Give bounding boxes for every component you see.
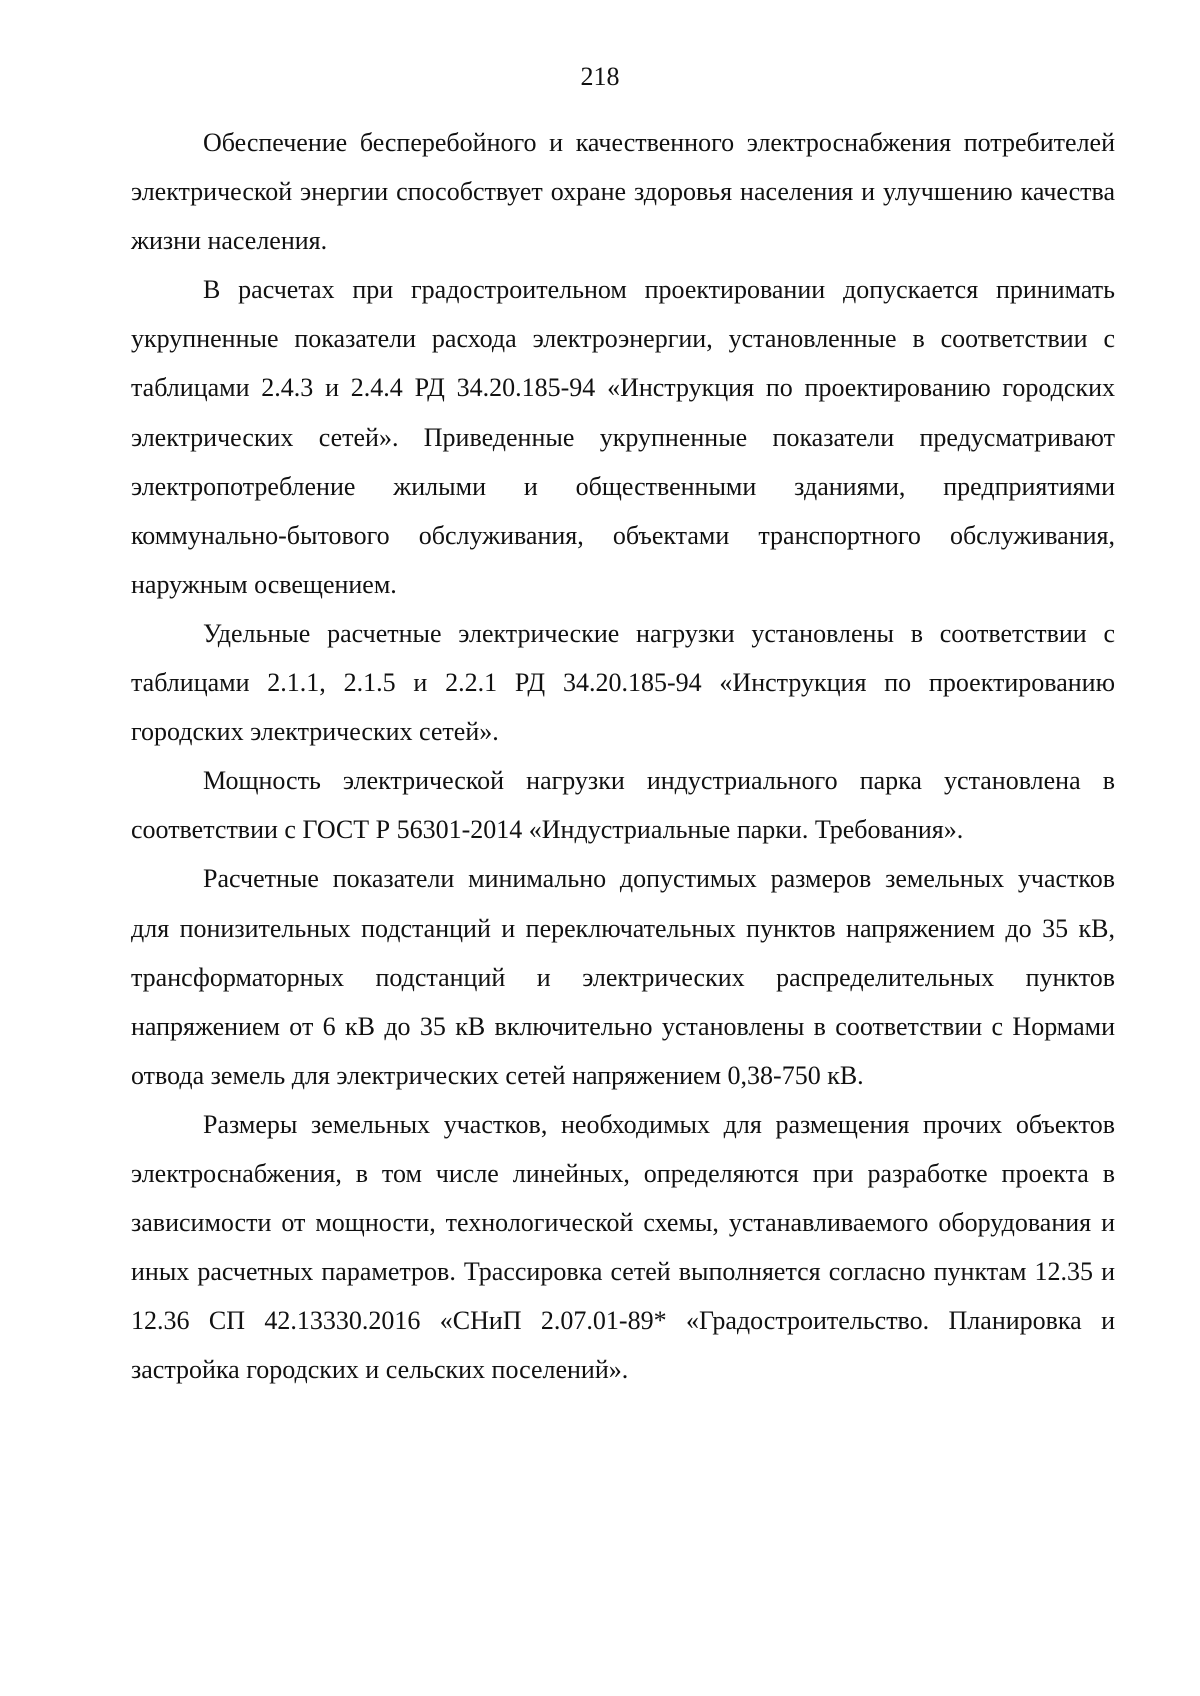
paragraph-other-facilities: Размеры земельных участков, необходимых для размещения прочих объектов электроснабжения, в том числе линейных, определяются при разработке проекта в зависимости от мощности, технологической схемы, устанавливаемого оборудования и иных расчетных параметров. Трассировка сетей выполняется согласно пунктам 12.35 и 12.36 СП 42.13330.2016 «СНиП 2.07.01-89* «Градостроительство. Планировка и застройка городских и сельских поселений». (131, 1109, 1115, 1385)
paragraph-land-plot-sizes: Расчетные показатели минимально допустимых размеров земельных участков для понизительных подстанций и переключательных пунктов напряжением до 35 кВ, трансформаторных подстанций и электрических распределительных пунктов напряжением от 6 кВ до 35 кВ включительно установлены в соответствии с Нормами отвода земель для электрических сетей напряжением 0,38-750 кВ. (131, 864, 1115, 1090)
paragraph-power-supply-benefits: Обеспечение бесперебойного и качественного электроснабжения потребителей электрической энергии способствует охране здоровья населения и улучшению качества жизни населения. (131, 128, 1115, 256)
paragraph-specific-loads: Удельные расчетные электрические нагрузки установлены в соответствии с таблицами 2.1.1, 2.1.5 и 2.2.1 РД 34.20.185-94 «Инструкция по проектированию городских электрических сетей». (131, 618, 1115, 747)
paragraph-consumption-indicators: В расчетах при градостроительном проектировании допускается принимать укрупненные показатели расхода электроэнергии, установленные в соответствии с таблицами 2.4.3 и 2.4.4 РД 34.20.185-94 «Инструкция по проектированию городских электрических сетей». Приведенные укрупненные показатели предусматривают электропотребление жилыми и общественными зданиями, предприятиями коммунально-бытового обслуживания, объектами транспортного обслуживания, наружным освещением. (131, 275, 1115, 599)
document-body (131, 118, 1115, 1394)
paragraph-industrial-park-load: Мощность электрической нагрузки индустриального парка установлена в соответствии с ГОСТ Р 56301-2014 «Индустриальные парки. Требования». (131, 766, 1115, 845)
page-number: 218 (580, 62, 620, 91)
